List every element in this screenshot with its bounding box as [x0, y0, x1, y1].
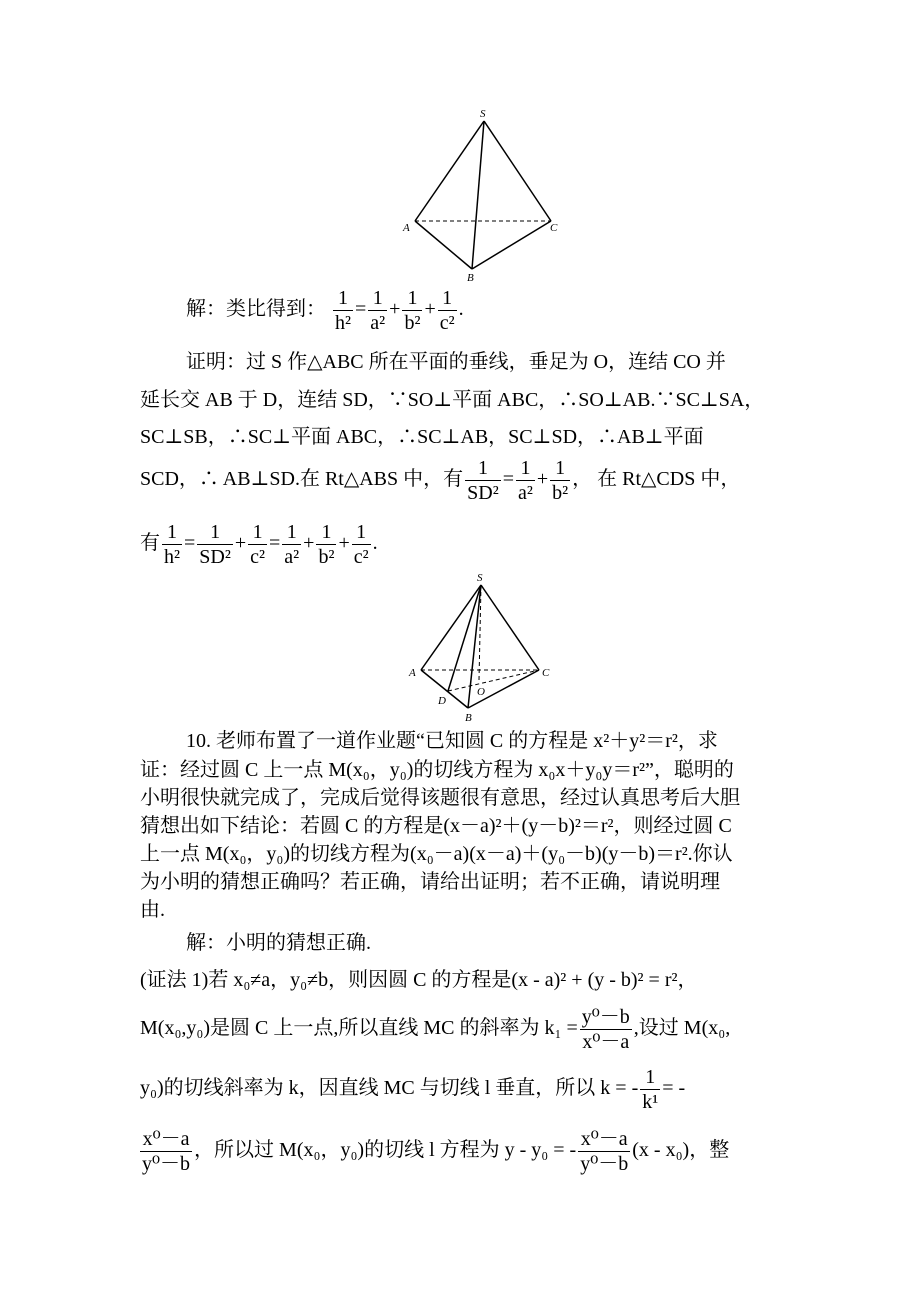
answer10-line-4: y₀)的切线斜率为 k，因直线 MC 与切线 l 垂直，所以 k = - $\frac{1}{\text{k¹}}$ = - [140, 1066, 686, 1113]
frac-1-b2: $\frac{1}{\text{b²}}$ [404, 287, 421, 334]
problem10-line-6: 为小明的猜想正确吗？若正确，请给出证明；若不正确，请说明理 [140, 871, 720, 893]
frac-tangent-slope: $\frac{\text{x⁰－a}}{\text{y⁰－b}}$ [142, 1128, 191, 1175]
frac-1-a2: $\frac{1}{\text{a²}}$ [370, 287, 386, 334]
answer10-line-2: (证法 1)若 x₀≠a，y₀≠b，则因圆 C 的方程是(x - a)² + (y - b)² = r²， [140, 969, 698, 991]
frac-tangent-slope-2: $\frac{\text{x⁰－a}}{\text{y⁰－b}}$ [580, 1128, 629, 1175]
frac-1-h2-b: $\frac{1}{\text{h²}}$ [164, 521, 180, 568]
frac-1-c2: $\frac{1}{\text{c²}}$ [439, 287, 455, 334]
problem10-line-4: 猜想出如下结论：若圆 C 的方程是(x－a)²＋(y－b)²＝r²，则经过圆 C [140, 815, 732, 837]
frac-1-a2-b: $\frac{1}{\text{a²}}$ [518, 457, 533, 504]
problem10-line-2: 证：经过圆 C 上一点 M(x₀，y₀)的切线方程为 x₀x＋y₀y＝r²”，聪明的 [140, 759, 734, 781]
answer10-line-1: 解：小明的猜想正确. [186, 932, 371, 954]
vertex-label-s: S [480, 108, 486, 120]
frac-1-k1: $\frac{1}{\text{k¹}}$ [642, 1066, 659, 1113]
vertex-label-o: O [477, 686, 485, 698]
frac-1-sd2-b: $\frac{1}{\text{SD²}}$ [199, 521, 231, 568]
vertex-label-a: A [403, 222, 410, 234]
tetrahedron-figure [395, 105, 570, 285]
vertex-label-c: C [550, 222, 558, 234]
vertex-label-d: D [438, 695, 446, 707]
proof-line-1: 证明：过 S 作△ABC 所在平面的垂线，垂足为 O，连结 CO 并 [186, 351, 726, 373]
frac-slope-mc: $\frac{\text{y⁰－b}}{\text{x⁰－a}}$ [581, 1006, 630, 1053]
frac-1-c2-c: $\frac{1}{\text{c²}}$ [353, 521, 369, 568]
vertex-label-s2: S [477, 572, 483, 584]
frac-1-sd2: $\frac{1}{\text{SD²}}$ [467, 457, 499, 504]
analogy-result: 解：类比得到： $\frac{1}{\text{h²}}$ = $\frac{1}{\text{a²}}$ + $\frac{1}{\text{b²}}$ + $\frac{1}{\text{c²}}$ . [186, 287, 464, 334]
frac-1-h2: $\frac{1}{\text{h²}}$ [335, 287, 351, 334]
vertex-label-a2: A [409, 667, 416, 679]
problem10-line-1: 10. 老师布置了一道作业题“已知圆 C 的方程是 x²＋y²＝r²，求 [186, 730, 718, 752]
proof-line-4: SCD，∴ AB⊥SD.在 Rt△ABS 中，有 $\frac{1}{\text{SD²}}$ = $\frac{1}{\text{a²}}$ + $\frac{1}{\text{b²}}$ ， 在 Rt△CDS 中， [140, 457, 741, 504]
proof-line-3: SC⊥SB，∴SC⊥平面 ABC，∴SC⊥AB，SC⊥SD，∴AB⊥平面 [140, 426, 704, 448]
problem10-line-7: 由. [140, 899, 165, 921]
vertex-label-b: B [467, 272, 474, 284]
vertex-label-b2: B [465, 712, 472, 724]
frac-1-b2-c: $\frac{1}{\text{b²}}$ [318, 521, 335, 568]
frac-1-a2-c: $\frac{1}{\text{a²}}$ [284, 521, 300, 568]
problem10-line-3: 小明很快就完成了，完成后觉得该题很有意思，经过认真思考后大胆 [140, 787, 740, 809]
frac-1-c2-b: $\frac{1}{\text{c²}}$ [250, 521, 265, 568]
proof-line-5: 有 $\frac{1}{\text{h²}}$ = $\frac{1}{\text{SD²}}$ + $\frac{1}{\text{c²}}$ = $\frac{1}{\text{a²}}$ + $\frac{1}{\text{b²}}$ + $\frac{1}{\text{c²}}$ . [140, 521, 378, 568]
proof-line-2: 延长交 AB 于 D，连结 SD，∵SO⊥平面 ABC，∴SO⊥AB.∵SC⊥SA， [140, 389, 765, 411]
answer10-line-3: M(x₀,y₀)是圆 C 上一点,所以直线 MC 的斜率为 k₁ = $\frac{\text{y⁰－b}}{\text{x⁰－a}}$ ,设过 M(x₀, [140, 1006, 731, 1053]
frac-1-b2-b: $\frac{1}{\text{b²}}$ [552, 457, 569, 504]
vertex-label-c2: C [542, 667, 550, 679]
problem10-line-5: 上一点 M(x₀，y₀)的切线方程为(x₀－a)(x－a)＋(y₀－b)(y－b)＝r².你认 [140, 843, 733, 865]
answer10-line-5: $\frac{\text{x⁰－a}}{\text{y⁰－b}}$ ，所以过 M(x₀，y₀)的切线 l 方程为 y - y₀ = - $\frac{\text{x⁰－a}}{\text{y⁰－b}}$ (x - x₀)，整 [142, 1128, 730, 1175]
tetrahedron-with-foot-figure [405, 570, 565, 725]
